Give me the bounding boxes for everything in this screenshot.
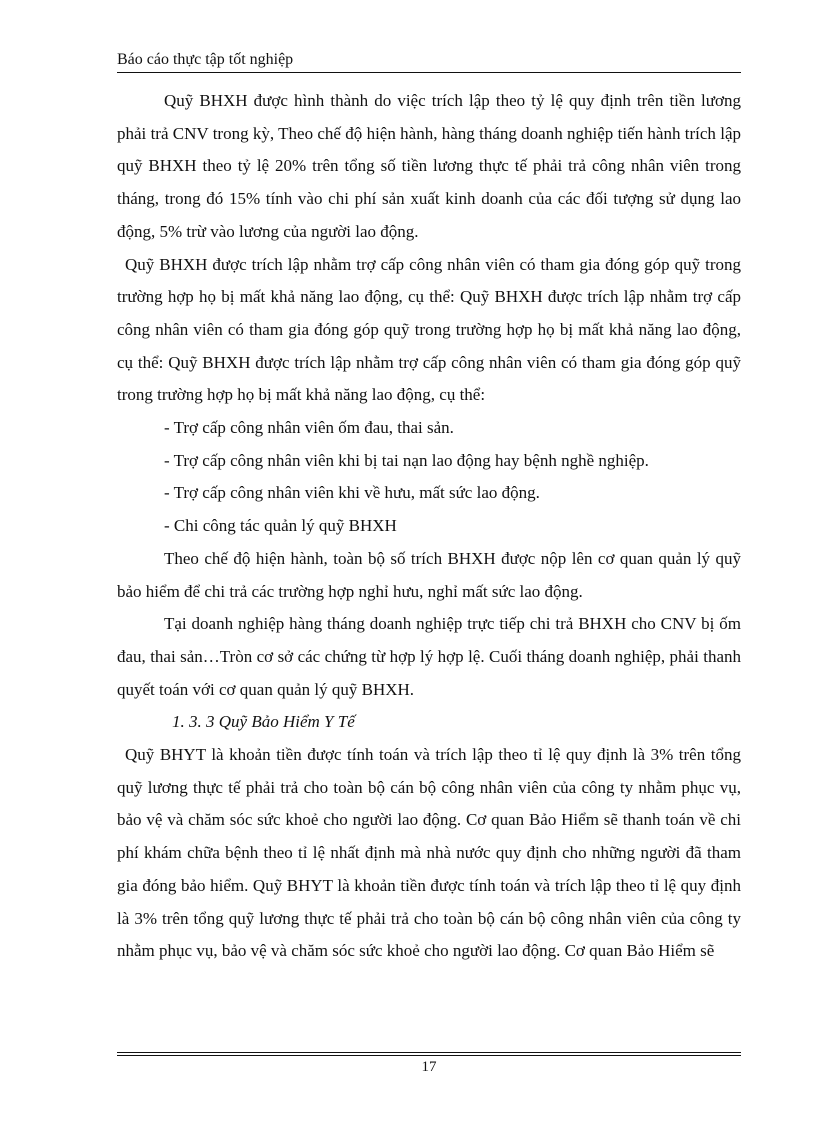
section-heading: 1. 3. 3 Quỹ Bảo Hiểm Y Tế	[172, 712, 355, 732]
page-number: 17	[421, 1059, 437, 1075]
document-body	[117, 85, 741, 968]
bullet-item: - Trợ cấp công nhân viên khi bị tai nạn lao động hay bệnh nghề nghiệp.	[164, 450, 649, 470]
footer-divider-top	[117, 1052, 741, 1053]
paragraph-bhxh-purpose: Quỹ BHXH được trích lập nhằm trợ cấp công nhân viên có tham gia đóng góp quỹ trong trường hợp họ bị mất khả năng lao động, cụ thể: Quỹ BHXH được trích lập nhằm trợ cấp công nhân viên có tham gia đóng góp quỹ trong trường hợp họ bị mất khả năng lao động, cụ thể: Quỹ BHXH được trích lập nhằm trợ cấp công nhân viên có tham gia đóng góp quỹ trong trường hợp họ bị mất khả năng lao động, cụ thể:	[117, 254, 741, 405]
paragraph-bhxh-formation: Quỹ BHXH được hình thành do việc trích lập theo tỷ lệ quy định trên tiền lương phải trả CNV trong kỳ, Theo chế độ hiện hành, hàng tháng doanh nghiệp tiến hành trích lập quỹ BHXH theo tỷ lệ 20% trên tổng số tiền lương thực tế phải trả công nhân viên trong tháng, trong đó 15% tính vào chi phí sản xuất kinh doanh của các đối tượng sử dụng lao động, 5% trừ vào lương của người lao động.	[117, 91, 741, 241]
footer-divider-bottom	[117, 1055, 741, 1056]
bullet-item: - Chi công tác quản lý quỹ BHXH	[164, 516, 397, 536]
bullet-item: - Trợ cấp công nhân viên khi về hưu, mất sức lao động.	[164, 483, 540, 503]
paragraph-bhyt: Quỹ BHYT là khoản tiền được tính toán và trích lập theo tỉ lệ quy định là 3% trên tổng quỹ lương thực tế phải trả cho toàn bộ cán bộ công nhân viên của công ty nhằm phục vụ, bảo vệ và chăm sóc sức khoẻ cho người lao động. Cơ quan Bảo Hiểm sẽ thanh toán về chi phí khám chữa bệnh theo tỉ lệ nhất định mà nhà nước quy định cho những người đã tham gia đóng bảo hiểm. Quỹ BHYT là khoản tiền được tính toán và trích lập theo tỉ lệ quy định là 3% trên tổng quỹ lương thực tế phải trả cho toàn bộ cán bộ công nhân viên của công ty nhằm phục vụ, bảo vệ và chăm sóc sức khoẻ cho người lao động. Cơ quan Bảo Hiểm sẽ	[117, 745, 741, 961]
header-divider	[117, 72, 741, 73]
paragraph-bhxh-submission: Theo chế độ hiện hành, toàn bộ số trích BHXH được nộp lên cơ quan quản lý quỹ bảo hiểm để chi trả các trường hợp nghỉ hưu, nghỉ mất sức lao động.	[117, 548, 741, 601]
paragraph-bhxh-payment: Tại doanh nghiệp hàng tháng doanh nghiệp trực tiếp chi trả BHXH cho CNV bị ốm đau, thai sản…Tròn cơ sở các chứng từ hợp lý hợp lệ. Cuối tháng doanh nghiệp, phải thanh quyết toán với cơ quan quản lý quỹ BHXH.	[117, 614, 741, 699]
page-header-title: Báo cáo thực tập tốt nghiệp	[117, 51, 294, 68]
bullet-item: - Trợ cấp công nhân viên ốm đau, thai sản.	[164, 418, 454, 438]
